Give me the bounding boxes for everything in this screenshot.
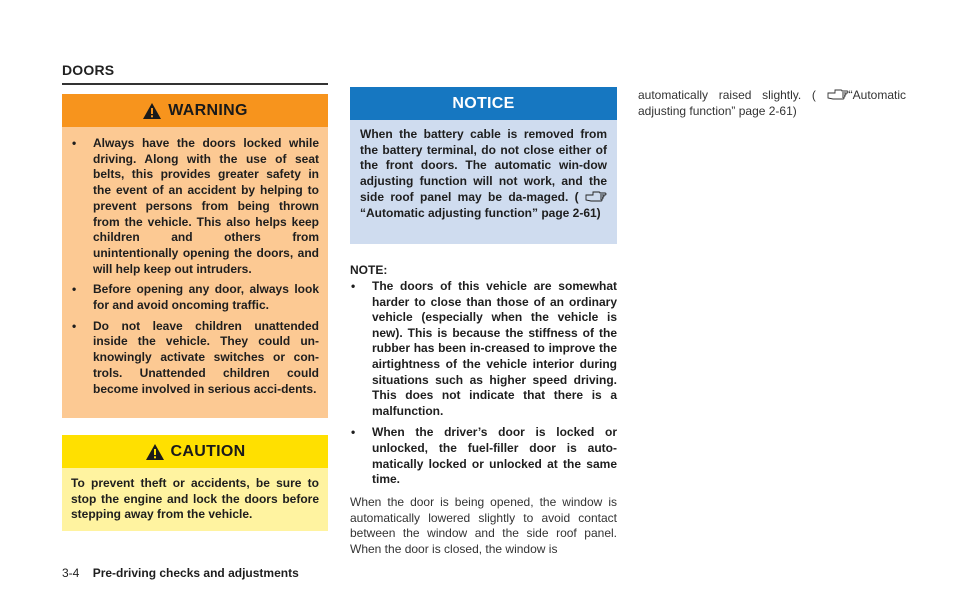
caution-header	[62, 435, 328, 468]
caution-text: To prevent theft or accidents, be sure to stop the engine and lock the doors before stepping away from the vehicle.	[71, 476, 319, 522]
page-number: 3-4	[62, 566, 80, 580]
warning-item: • Do not leave children unattended inside the vehicle. They could un-knowingly activate switches or con-trols. Unattended children could become involved in serious acci-dents.	[71, 319, 319, 398]
notice-text	[350, 120, 617, 221]
warning-label: WARNING	[168, 101, 248, 119]
chapter-title: Pre-driving checks and adjustments	[92, 566, 299, 580]
note-item: • When the driver’s door is locked or unlocked, the fuel-filler door is auto-matically locked or unlocked at the same time.	[350, 425, 617, 487]
note-list	[350, 279, 617, 488]
caution-box	[62, 435, 328, 531]
section-title: DOORS	[62, 62, 115, 78]
warning-header	[62, 94, 328, 127]
warning-item: • Before opening any door, always look for and avoid oncoming traffic.	[71, 282, 319, 313]
warning-list	[62, 127, 328, 397]
note-item: • The doors of this vehicle are somewhat harder to close than those of an ordinary vehicle (especially when the vehicle is new). This is because the stiffness of the rubber has been in-creased to improve the airtightness of the vehicle interior during situations such as higher speed driving. This does not indicate that there is a malfunction.	[350, 279, 617, 419]
notice-label: NOTICE	[452, 94, 515, 112]
pointing-hand-icon	[585, 190, 607, 202]
section-divider	[62, 83, 328, 85]
notice-box	[350, 87, 617, 244]
notice-reference: “Automatic adjusting function” page 2-61)	[360, 205, 601, 220]
right-paragraph	[638, 88, 906, 119]
warning-triangle-icon	[145, 443, 165, 461]
right-paragraph-reference: “Automatic adjusting function” page 2-61)	[638, 88, 906, 118]
note-block	[350, 263, 617, 494]
caution-label: CAUTION	[170, 442, 246, 460]
pointing-hand-icon	[827, 88, 849, 100]
warning-triangle-icon	[142, 102, 162, 120]
notice-header	[350, 87, 617, 120]
right-paragraph-main: automatically raised slightly. (	[638, 88, 816, 102]
note-title: NOTE:	[350, 263, 388, 277]
warning-box	[62, 94, 328, 418]
notice-text-main: When the battery cable is removed from the battery terminal, do not close either of the front doors. The automatic win-dow adjusting function will not work, and the side roof panel may be da-maged. (	[360, 127, 607, 204]
body-paragraph: When the door is being opened, the window is automatically lowered slightly to avoid contact between the window and the side roof panel. When the door is closed, the window is	[350, 495, 617, 556]
warning-item: • Always have the doors locked while driving. Along with the use of seat belts, this provides greater safety in the event of an accident by helping to prevent persons from being thrown from the vehicle. This also helps keep children and others from unintentionally opening the doors, and will help keep out intruders.	[71, 136, 319, 277]
page-footer	[62, 566, 299, 580]
